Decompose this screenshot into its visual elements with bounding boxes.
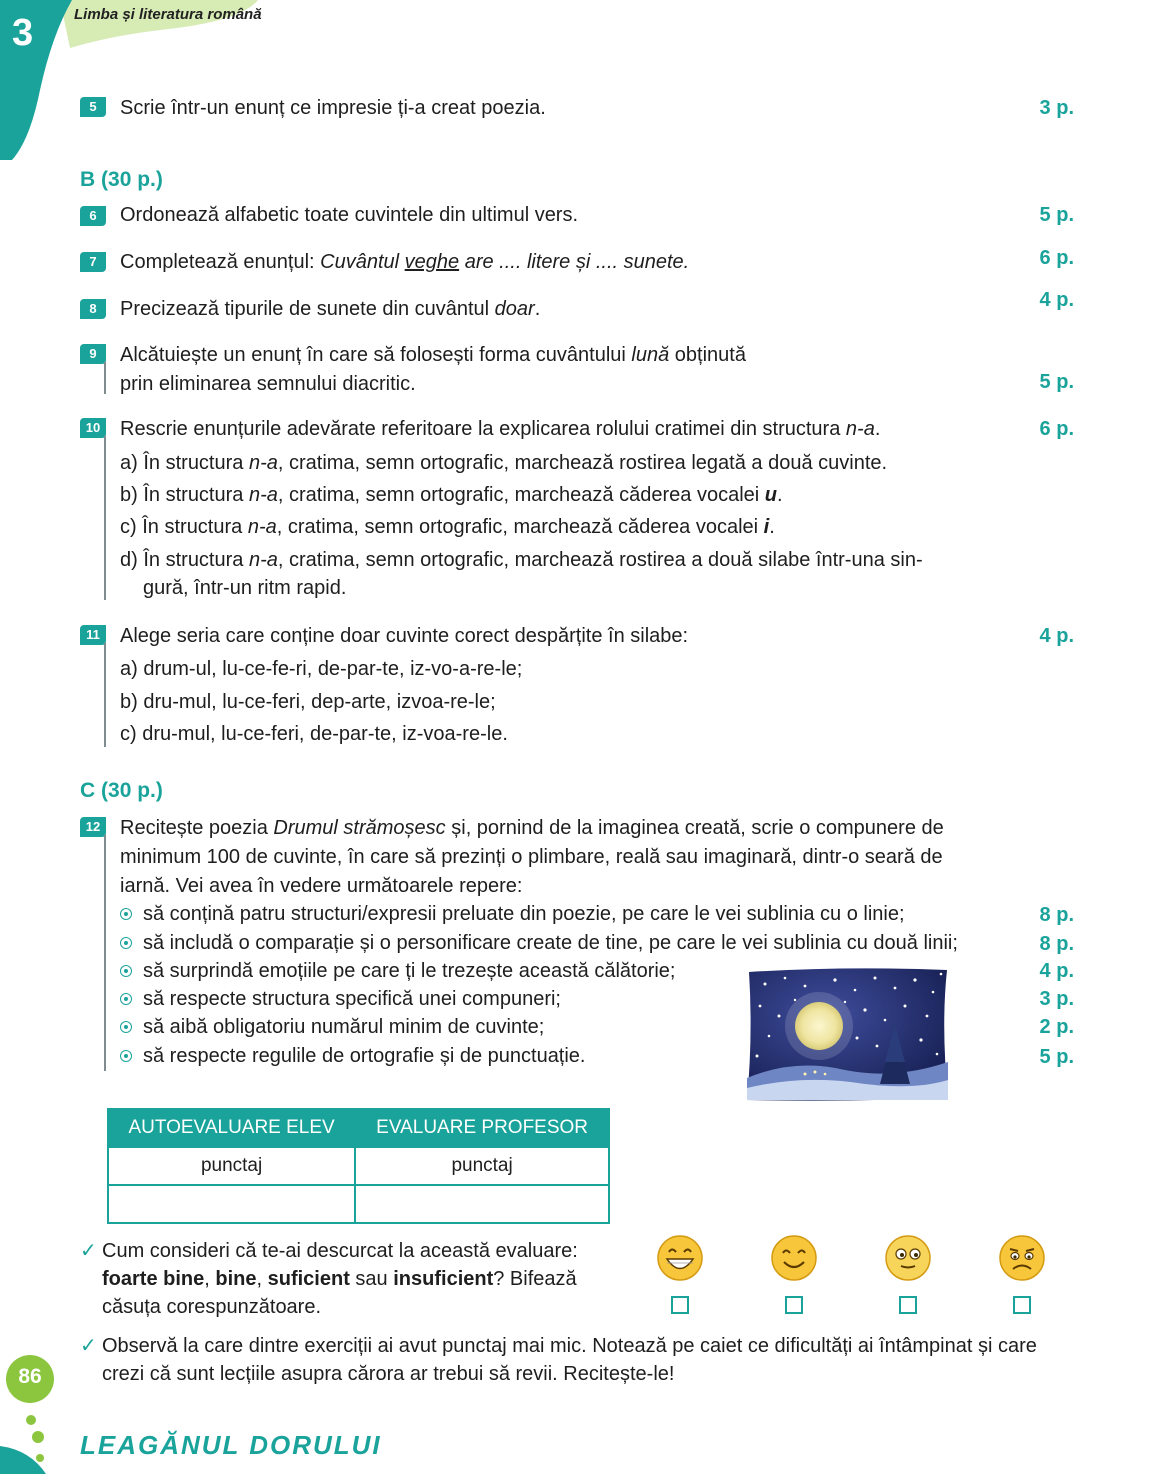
- question-7-points: 6 p.: [1039, 247, 1074, 269]
- option-sufficient: suficient: [267, 1268, 350, 1290]
- question-6-points: 5 p.: [1039, 204, 1074, 226]
- checkbox-sufficient[interactable]: [899, 1296, 917, 1314]
- option-struct: n-a: [248, 484, 278, 506]
- option-mid: , cratima, semn ortografic, marchează: [277, 549, 620, 571]
- question-11-points: 4 p.: [1039, 625, 1074, 647]
- q9-part: Alcătuiește un enunț în care să folosești forma cuvântului: [120, 344, 632, 366]
- q10-italic: n-a: [845, 418, 875, 440]
- q10-part: Rescrie enunțurile adevărate referitoare la explicarea rolului cratimei din structura: [120, 418, 846, 440]
- question-9-line1: [120, 341, 746, 369]
- option-final: .: [769, 516, 775, 538]
- observe-line2: crezi că sunt lecțiile asupra cărora ar trebui să revii. Recitește-le!: [102, 1363, 675, 1385]
- question-10-rule: [104, 436, 106, 600]
- question-9-points: 5 p.: [1039, 371, 1074, 393]
- smiling-face-icon: [770, 1234, 818, 1282]
- question-5-points: 3 p.: [1039, 97, 1074, 119]
- q12-part: Recitește poezia: [120, 817, 274, 839]
- q12-criterion-5: să aibă obligatoriu numărul minim de cuvinte;: [143, 1016, 545, 1038]
- q11-option-a: a) drum-ul, lu-ce-fe-ri, de-par-te, iz-vo-a-re-le;: [120, 658, 523, 680]
- section-c-points: (30 p.): [101, 779, 163, 802]
- neutral-face-icon: [884, 1234, 932, 1282]
- header-teacher-evaluation: EVALUARE PROFESOR: [355, 1109, 609, 1147]
- q7-part: Completează enunțul:: [120, 251, 321, 273]
- q12-criterion-2: să includă o comparație și o personificare create de tine, pe care le vei sublinia cu două linii;: [143, 932, 958, 954]
- option-good: bine: [215, 1268, 257, 1290]
- sep: sau: [349, 1268, 394, 1290]
- evaluation-table: [107, 1108, 610, 1224]
- q10-end: .: [874, 418, 881, 440]
- question-number-7: 7: [80, 252, 106, 272]
- score-teacher-cell[interactable]: [355, 1185, 609, 1223]
- table-row: [108, 1147, 609, 1185]
- q7-underlined-word: veghe: [404, 251, 460, 273]
- question-number-11: 11: [80, 625, 106, 645]
- q12-criterion-6-points: 5 p.: [1039, 1046, 1074, 1068]
- table-row-empty: [108, 1185, 609, 1223]
- option-very-good: foarte bine: [102, 1268, 205, 1290]
- section-b-points: (30 p.): [101, 168, 163, 191]
- question-5-text: Scrie într-un enunț ce impresie ți-a creat poezia.: [120, 97, 546, 119]
- unit-title: LEAGĂNUL DORULUI: [80, 1430, 382, 1460]
- q11-option-c: c) dru-mul, lu-ce-feri, de-par-te, iz-voa-re-le.: [120, 723, 508, 745]
- checkmark-icon: ✓: [80, 1240, 97, 1262]
- chapter-number: 3: [12, 12, 34, 54]
- question-11-text: Alege seria care conține doar cuvinte corect despărțite în silabe:: [120, 625, 689, 647]
- grinning-face-icon: [656, 1234, 704, 1282]
- bullet-icon: [120, 1050, 132, 1062]
- q12-criterion-1: să conțină patru structuri/expresii preluate din poezie, pe care le vei sublinia cu o linie;: [143, 903, 905, 925]
- sep: ,: [256, 1268, 268, 1290]
- q7-italic-end: are .... litere și .... sunete.: [459, 251, 690, 273]
- table-header-row: [108, 1109, 609, 1147]
- q10-option-c: [120, 513, 775, 541]
- q10-option-d-continued: gură, într-un ritm rapid.: [143, 577, 347, 599]
- option-struct: n-a: [248, 549, 278, 571]
- bullet-icon: [120, 965, 132, 977]
- option-prefix: În structura: [142, 516, 248, 538]
- option-struct: n-a: [248, 452, 278, 474]
- option-vowel: u: [764, 484, 777, 506]
- question-9-line2: prin eliminarea semnului diacritic.: [120, 373, 416, 395]
- option-mid: , cratima, semn ortografic, marchează: [277, 484, 620, 506]
- q10-option-a: [120, 449, 887, 477]
- q11-option-b: b) dru-mul, lu-ce-feri, dep-arte, izvoa-re-le;: [120, 691, 496, 713]
- q9-end: obținută: [669, 344, 746, 366]
- score-self-cell[interactable]: [108, 1185, 355, 1223]
- q12-criterion-4-points: 3 p.: [1039, 988, 1074, 1010]
- option-end: rostirea a două silabe într-una sin-: [619, 549, 923, 571]
- header-self-evaluation: AUTOEVALUARE ELEV: [108, 1109, 355, 1147]
- checkbox-very-good[interactable]: [671, 1296, 689, 1314]
- option-prefix: În structura: [143, 484, 249, 506]
- option-end: rostirea legată a două cuvinte.: [619, 452, 888, 474]
- question-12-line1: [120, 814, 944, 842]
- subject-title: Limba și literatura română: [74, 6, 262, 23]
- q12-criterion-5-points: 2 p.: [1039, 1016, 1074, 1038]
- q8-part: Precizează tipurile de sunete din cuvântul: [120, 298, 495, 320]
- question-number-10: 10: [80, 418, 106, 438]
- q9-italic: lună: [631, 344, 670, 366]
- q12-criterion-6: să respecte regulile de ortografie și de punctuație.: [143, 1045, 586, 1067]
- q12-criterion-4: să respecte structura specifică unei compuneri;: [143, 988, 561, 1010]
- q8-italic: doar: [494, 298, 535, 320]
- q12-end: și, pornind de la imaginea creată, scrie o compunere de: [445, 817, 944, 839]
- worried-face-icon: [998, 1234, 1046, 1282]
- question-number-8: 8: [80, 299, 106, 319]
- q12-criterion-1-points: 8 p.: [1039, 904, 1074, 926]
- question-10-points: 6 p.: [1039, 418, 1074, 440]
- question-8-points: 4 p.: [1039, 289, 1074, 311]
- bullet-icon: [120, 993, 132, 1005]
- checkbox-insufficient[interactable]: [1013, 1296, 1031, 1314]
- option-letter: b): [120, 484, 138, 506]
- page-number: 86: [18, 1365, 42, 1388]
- question-12-line3: iarnă. Vei avea în vedere următoarele repere:: [120, 875, 523, 897]
- question-number-12: 12: [80, 817, 106, 837]
- option-mid: , cratima, semn ortografic, marchează: [276, 516, 618, 538]
- header-decoration: [0, 0, 260, 160]
- winter-night-illustration: [745, 966, 950, 1102]
- question-9-rule: [104, 362, 106, 394]
- q7-italic: Cuvântul: [320, 251, 405, 273]
- q12-criterion-3-points: 4 p.: [1039, 960, 1074, 982]
- self-check-line2: [102, 1265, 577, 1293]
- checkbox-good[interactable]: [785, 1296, 803, 1314]
- option-letter: d): [120, 549, 138, 571]
- self-check-line3: căsuța corespunzătoare.: [102, 1296, 322, 1318]
- section-c-heading: [80, 779, 163, 803]
- table-cell: punctaj: [108, 1147, 355, 1185]
- q10-option-d: [120, 546, 923, 574]
- bullet-icon: [120, 908, 132, 920]
- section-b-heading: [80, 168, 163, 192]
- question-6-text: Ordonează alfabetic toate cuvintele din ultimul vers.: [120, 204, 579, 226]
- question-number-6: 6: [80, 206, 106, 226]
- q12-criterion-3: să surprindă emoțiile pe care ți le trezește această călătorie;: [143, 960, 676, 982]
- option-prefix: În structura: [143, 549, 249, 571]
- option-prefix: În structura: [143, 452, 249, 474]
- section-b-label: B: [80, 168, 96, 191]
- option-vowel: i: [763, 516, 770, 538]
- checkmark-icon: ✓: [80, 1335, 97, 1357]
- option-struct: n-a: [247, 516, 277, 538]
- question-12-rule: [104, 835, 106, 1071]
- section-c-label: C: [80, 779, 96, 802]
- q12-criterion-2-points: 8 p.: [1039, 933, 1074, 955]
- bullet-icon: [120, 937, 132, 949]
- question-12-line2: minimum 100 de cuvinte, în care să prezinți o plimbare, reală sau imaginară, dintr-o seară de: [120, 846, 943, 868]
- observe-line1: Observă la care dintre exerciții ai avut punctaj mai mic. Notează pe caiet ce dificultăți ai întâmpinat și care: [102, 1335, 1037, 1357]
- q12-poem-title: Drumul strămoșesc: [273, 817, 446, 839]
- option-letter: a): [120, 452, 138, 474]
- question-11-rule: [104, 643, 106, 747]
- sep: ? Bifează: [493, 1268, 577, 1290]
- question-number-5: 5: [80, 97, 106, 117]
- q10-option-b: [120, 481, 783, 509]
- sep: ,: [204, 1268, 216, 1290]
- option-end: căderea vocalei: [619, 484, 765, 506]
- q8-end: .: [534, 298, 541, 320]
- question-8-text: [120, 295, 540, 323]
- option-end: căderea vocalei: [617, 516, 764, 538]
- option-letter: c): [120, 516, 137, 538]
- question-7-text: [120, 248, 689, 276]
- option-insufficient: insuficient: [393, 1268, 494, 1290]
- question-10-text: [120, 415, 880, 443]
- bullet-icon: [120, 1021, 132, 1033]
- option-mid: , cratima, semn ortografic, marchează: [277, 452, 620, 474]
- table-cell: punctaj: [355, 1147, 609, 1185]
- option-final: .: [776, 484, 783, 506]
- question-number-9: 9: [80, 344, 106, 364]
- self-check-line1: Cum consideri că te-ai descurcat la această evaluare:: [102, 1240, 578, 1262]
